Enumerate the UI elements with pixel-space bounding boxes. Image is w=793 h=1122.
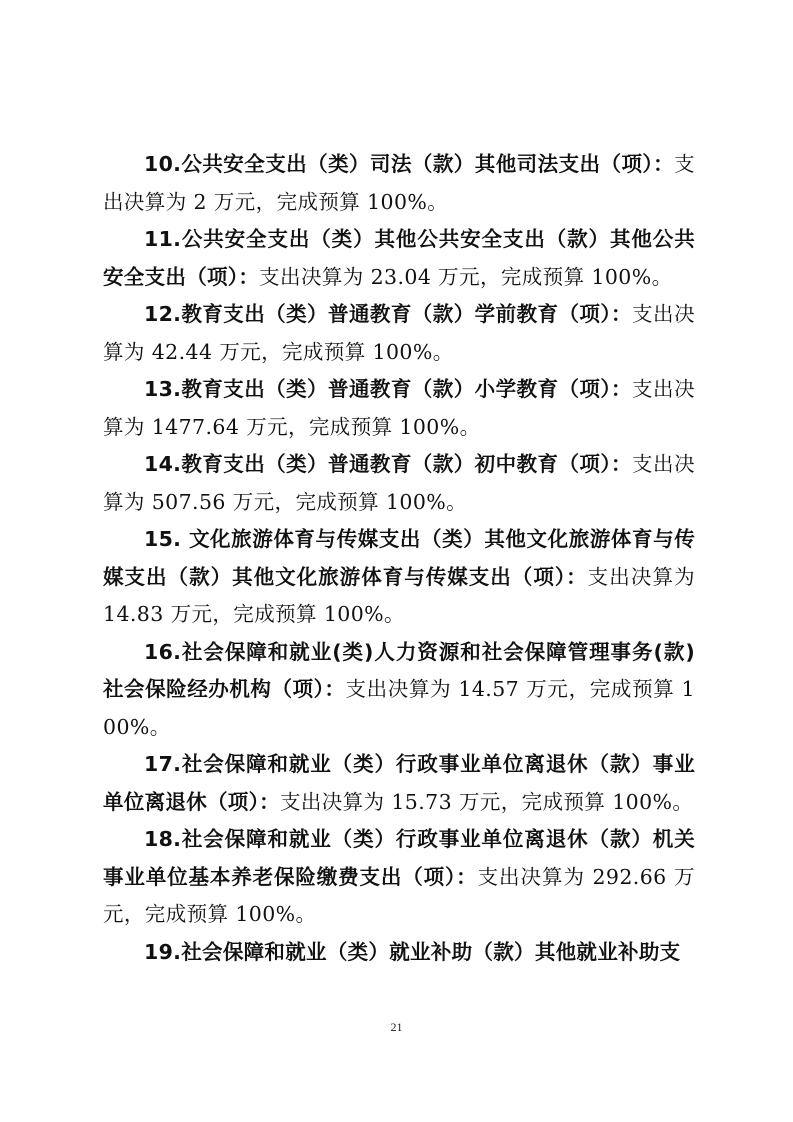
paragraph-text: 支出决算为 507.56 万元，完成预算 100%。 [103,452,695,514]
paragraph-heading: 12.教育支出（类）普通教育（款）学前教育（项）： [144,302,632,326]
paragraph-text: 支出决算为 14.83 万元，完成预算 100%。 [103,564,696,626]
paragraph-text: 支出决算为 23.04 万元，完成预算 100%。 [259,264,673,289]
paragraph-heading: 10.公共安全支出（类）司法（款）其他司法支出（项）： [144,152,675,176]
paragraph-item-11 [103,221,695,296]
paragraph-text: 支出决算为 2 万元，完成预算 100%。 [103,152,695,214]
paragraph-item-19 [103,934,695,972]
paragraph-item-16 [103,634,695,747]
paragraph-heading: 17.社会保障和就业（类）行政事业单位离退休（款）事业单位离退休（项）： [103,752,695,814]
paragraph-item-13 [103,371,695,446]
paragraph-item-14 [103,446,695,521]
paragraph-item-12 [103,296,695,371]
paragraph-item-17 [103,746,695,821]
paragraph-heading: 16.社会保障和就业(类)人力资源和社会保障管理事务(款)社会保险经办机构（项）： [103,639,695,701]
paragraph-text: 支出决算为 15.73 万元，完成预算 100%。 [279,789,694,814]
paragraph-heading: 19.社会保障和就业（类）就业补助（款）其他就业补助支 [144,939,681,964]
paragraph-item-10 [103,146,695,221]
paragraph-heading: 15. 文化旅游体育与传媒支出（类）其他文化旅游体育与传媒支出（款）其他文化旅游体育与传媒支出（项）： [103,527,695,589]
page-number: 21 [390,1020,403,1034]
paragraph-heading: 18.社会保障和就业（类）行政事业单位离退休（款）机关事业单位基本养老保险缴费支出（项）： [103,827,695,889]
paragraph-text: 支出决算为 14.57 万元，完成预算 100%。 [103,677,695,739]
paragraph-heading: 13.教育支出（类）普通教育（款）小学教育（项）： [144,377,632,401]
paragraph-heading: 11.公共安全支出（类）其他公共安全支出（款）其他公共安全支出（项）： [103,227,695,289]
paragraph-item-15 [103,521,695,634]
paragraph-text: 支出决算为 1477.64 万元，完成预算 100%。 [103,377,695,439]
paragraph-text: 支出决算为 292.66 万元，完成预算 100%。 [103,864,695,926]
document-body [103,146,695,971]
paragraph-heading: 14.教育支出（类）普通教育（款）初中教育（项）： [144,452,632,476]
paragraph-text: 支出决算为 42.44 万元，完成预算 100%。 [103,302,695,364]
paragraph-item-18 [103,821,695,934]
